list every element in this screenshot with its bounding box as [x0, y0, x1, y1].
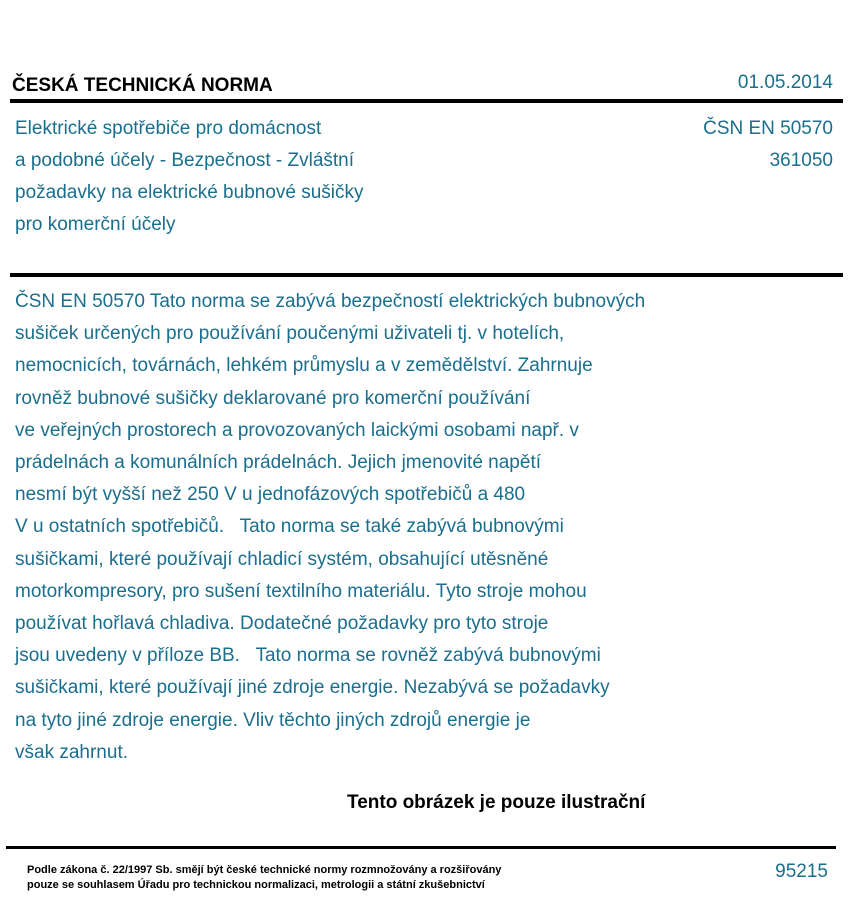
- copyright-line: pouze se souhlasem Úřadu pro technickou normalizaci, metrologii a státní zkušebnictví: [27, 879, 485, 891]
- abstract-line: motorkompresory, pro sušení textilního materiálu. Tyto stroje mohou: [15, 580, 587, 602]
- abstract-line: však zahrnut.: [15, 741, 128, 763]
- abstract-line: ve veřejných prostorech a provozovaných laickými osobami např. v: [15, 419, 579, 441]
- abstract-text: [15, 286, 775, 769]
- abstract-line: sušičkami, které používají chladicí systém, obsahující utěsněné: [15, 548, 549, 570]
- copyright-line: Podle zákona č. 22/1997 Sb. smějí být české technické normy rozmnožovány a rozšiřovány: [27, 864, 502, 876]
- standard-title-line: pro komerční účely: [15, 214, 176, 235]
- title-divider: [10, 273, 843, 277]
- classification-code: 361050: [769, 150, 833, 171]
- abstract-line: na tyto jiné zdroje energie. Vliv těchto jiných zdrojů energie je: [15, 709, 531, 731]
- standard-title: [15, 113, 515, 241]
- abstract-line: V u ostatních spotřebičů. Tato norma se také zabývá bubnovými: [15, 516, 564, 538]
- standard-codes: [703, 113, 833, 177]
- standard-title-line: požadavky na elektrické bubnové sušičky: [15, 182, 364, 203]
- header-divider: [10, 99, 843, 103]
- abstract-line: sušičkami, které používají jiné zdroje energie. Nezabývá se požadavky: [15, 677, 610, 699]
- catalog-number: 95215: [775, 861, 828, 882]
- publication-date: 01.05.2014: [737, 72, 833, 93]
- footer-divider: [6, 846, 836, 849]
- abstract-line: jsou uvedeny v příloze BB. Tato norma se rovněž zabývá bubnovými: [15, 645, 601, 667]
- standard-title-line: Elektrické spotřebiče pro domácnost: [15, 118, 322, 139]
- abstract-line: nesmí být vyšší než 250 V u jednofázových spotřebičů a 480: [15, 484, 526, 506]
- abstract-line: nemocnicích, továrnách, lehkém průmyslu a v zemědělství. Zahrnuje: [15, 355, 593, 377]
- document-type-heading: ČESKÁ TECHNICKÁ NORMA: [12, 75, 273, 96]
- standard-title-line: a podobné účely - Bezpečnost - Zvláštní: [15, 150, 355, 171]
- abstract-line: prádelnách a komunálních prádelnách. Jejich jmenovité napětí: [15, 452, 541, 474]
- abstract-line: sušiček určených pro používání poučenými uživateli tj. v hotelích,: [15, 323, 565, 345]
- copyright-notice: [27, 863, 501, 893]
- standard-designation: ČSN EN 50570: [703, 118, 833, 139]
- illustration-disclaimer: Tento obrázek je pouze ilustrační: [347, 792, 646, 813]
- abstract-line: používat hořlavá chladiva. Dodatečné požadavky pro tyto stroje: [15, 613, 549, 635]
- abstract-line: ČSN EN 50570 Tato norma se zabývá bezpečností elektrických bubnových: [15, 291, 646, 312]
- abstract-line: rovněž bubnové sušičky deklarované pro komerční používání: [15, 387, 531, 409]
